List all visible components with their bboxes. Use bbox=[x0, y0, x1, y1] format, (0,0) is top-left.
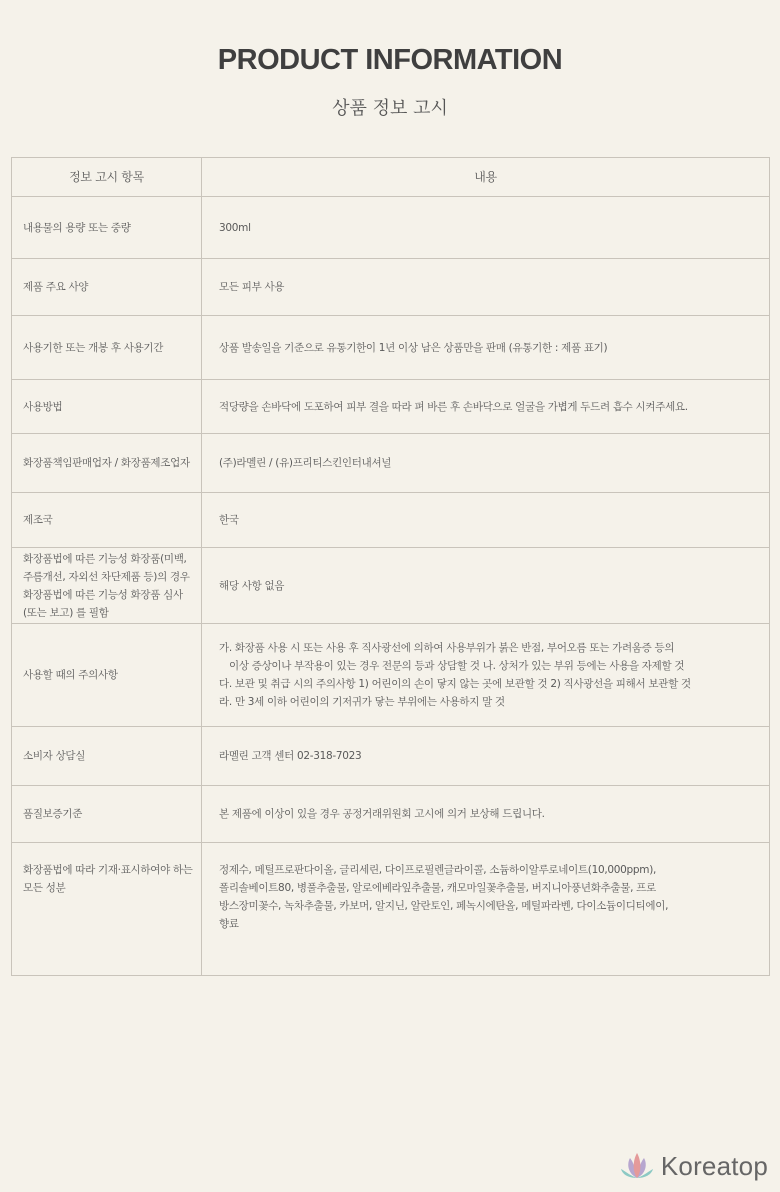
row-value: 적당량을 손바닥에 도포하여 피부 결을 따라 펴 바른 후 손바닥으로 얼굴을 가볍게 두드려 흡수 시켜주세요. bbox=[202, 380, 770, 434]
row-value: 한국 bbox=[202, 493, 770, 548]
row-label: 내용물의 용량 또는 중량 bbox=[12, 197, 202, 259]
table-row bbox=[12, 197, 770, 259]
row-value: 본 제품에 이상이 있을 경우 공정거래위원회 고시에 의거 보상해 드립니다. bbox=[202, 786, 770, 843]
value-line: 방스장미꽃수, 녹차추출물, 카보머, 알지닌, 알란토인, 페녹시에탄올, 메틸파라벤, 다이소듐이디티에이, bbox=[219, 900, 669, 912]
row-label: 제품 주요 사양 bbox=[12, 259, 202, 316]
row-label: 품질보증기준 bbox=[12, 786, 202, 843]
value-line: 정제수, 메틸프로판다이올, 글리세린, 다이프로필렌글라이콜, 소듐하이알루로네이트(10,000ppm), bbox=[219, 864, 657, 876]
row-value bbox=[202, 624, 770, 727]
koreatop-logo bbox=[617, 1148, 768, 1184]
table-row bbox=[12, 548, 770, 624]
table-row bbox=[12, 624, 770, 727]
row-label: 사용할 때의 주의사항 bbox=[12, 624, 202, 727]
value-line: 가. 화장품 사용 시 또는 사용 후 직사광선에 의하여 사용부위가 붉은 반점, 부어오름 또는 가려움증 등의 bbox=[219, 642, 675, 654]
row-value: (주)라멜린 / (유)프리티스킨인터내셔널 bbox=[202, 434, 770, 493]
row-value bbox=[202, 843, 770, 976]
column-header-content: 내용 bbox=[202, 158, 770, 197]
row-label: 화장품법에 따른 기능성 화장품(미백, 주름개선, 자외선 차단제품 등)의 경우 화장품법에 따른 기능성 화장품 심사(또는 보고) 를 필함 bbox=[12, 548, 202, 624]
page-subtitle: 상품 정보 고시 bbox=[332, 98, 448, 119]
lotus-icon bbox=[617, 1151, 657, 1181]
value-line: 이상 증상이나 부작용이 있는 경우 전문의 등과 상담할 것 나. 상처가 있는 부위 등에는 사용을 자제할 것 bbox=[229, 660, 685, 672]
value-line: 라. 만 3세 이하 어린이의 기저귀가 닿는 부위에는 사용하지 말 것 bbox=[219, 696, 505, 708]
table-row bbox=[12, 316, 770, 380]
column-header-item: 정보 고시 항목 bbox=[12, 158, 202, 197]
value-line: 폴리솔베이트80, 병풀추출물, 알로에베라잎추출물, 캐모마일꽃추출물, 버지니아풍년화추출물, 프로 bbox=[219, 882, 656, 894]
product-info-table bbox=[11, 157, 770, 976]
table-row bbox=[12, 259, 770, 316]
table-row bbox=[12, 493, 770, 548]
table-row bbox=[12, 786, 770, 843]
row-value: 300ml bbox=[202, 197, 770, 259]
row-label: 소비자 상담실 bbox=[12, 727, 202, 786]
row-label: 화장품법에 따라 기재·표시하여야 하는 모든 성분 bbox=[12, 843, 202, 976]
table-row bbox=[12, 727, 770, 786]
row-label: 사용기한 또는 개봉 후 사용기간 bbox=[12, 316, 202, 380]
table-row bbox=[12, 434, 770, 493]
row-value: 라멜린 고객 센터 02-318-7023 bbox=[202, 727, 770, 786]
row-label: 제조국 bbox=[12, 493, 202, 548]
table-row bbox=[12, 380, 770, 434]
row-label: 화장품책임판매업자 / 화장품제조업자 bbox=[12, 434, 202, 493]
row-value: 상품 발송일을 기준으로 유통기한이 1년 이상 남은 상품만을 판매 (유통기한 : 제품 표기) bbox=[202, 316, 770, 380]
table-row bbox=[12, 843, 770, 976]
logo-text: Koreatop bbox=[660, 1150, 768, 1181]
value-line: 다. 보관 및 취급 시의 주의사항 1) 어린이의 손이 닿지 않는 곳에 보관할 것 2) 직사광선을 피해서 보관할 것 bbox=[219, 678, 691, 690]
page-title: PRODUCT INFORMATION bbox=[217, 44, 563, 76]
table-header-row bbox=[12, 158, 770, 197]
value-line: 향료 bbox=[219, 918, 239, 930]
row-value: 모든 피부 사용 bbox=[202, 259, 770, 316]
row-value: 해당 사항 없음 bbox=[202, 548, 770, 624]
row-label: 사용방법 bbox=[12, 380, 202, 434]
